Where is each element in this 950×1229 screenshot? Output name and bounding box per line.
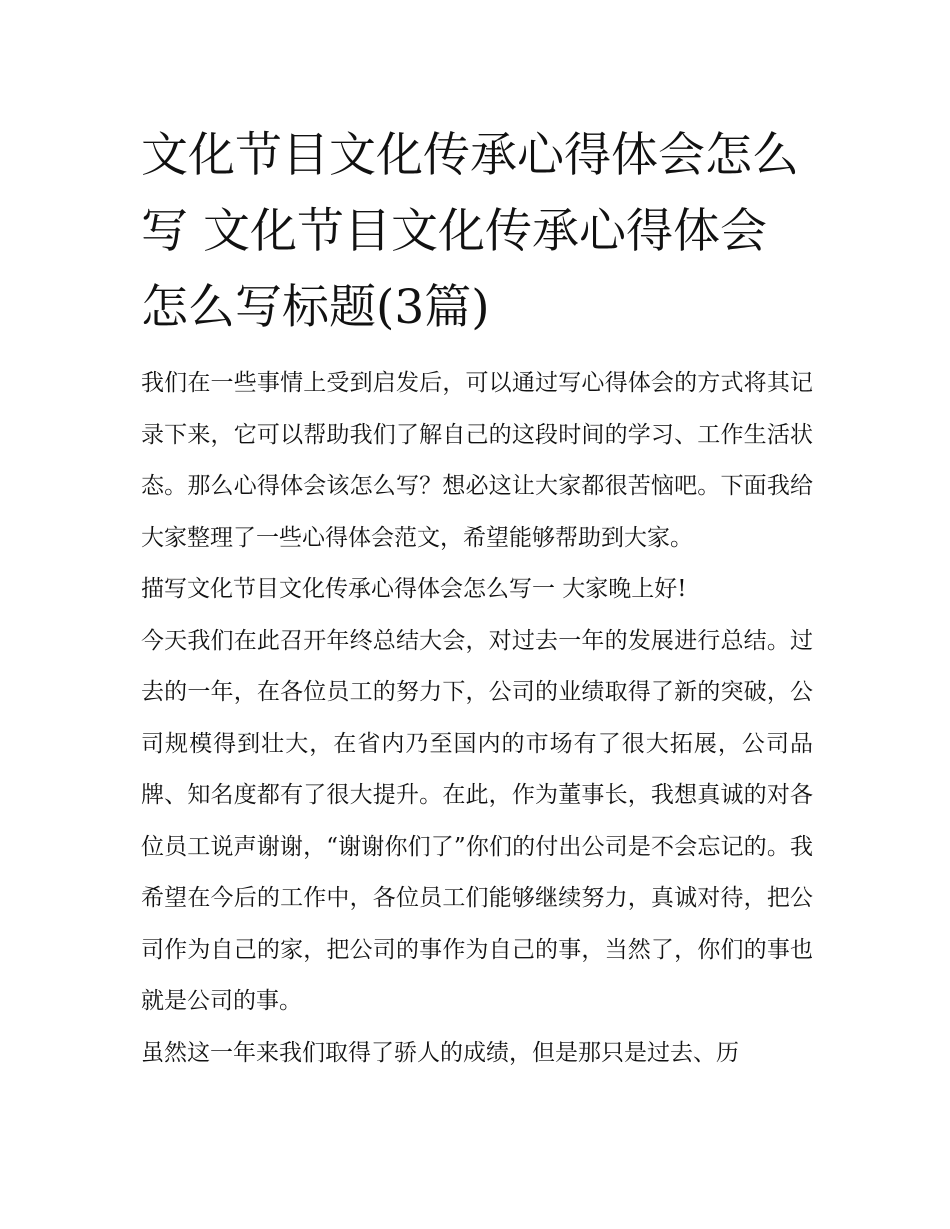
document-title: 文化节目文化传承心得体会怎么写 文化节目文化传承心得体会怎么写标题(3篇) (141, 128, 799, 335)
body-paragraph-continued: 虽然这一年来我们取得了骄人的成绩，但是那只是过去、历 (141, 1039, 739, 1066)
section-heading-paragraph: 描写文化节目文化传承心得体会怎么写一 大家晚上好! (141, 576, 687, 602)
body-paragraph: 今天我们在此召开年终总结大会，对过去一年的发展进行总结。过去的一年，在各位员工的努力下，公司的业绩取得了新的突破，公司规模得到壮大，在省内乃至国内的市场有了很大拓展，公司品牌、知名度都有了很大提升。在此，作为董事长，我想真诚的对各位员工说声谢谢，“谢谢你们了”你们的付出公司是不会忘记的。我希望在今后的工作中，各位员工们能够继续努力，真诚对待，把公司作为自己的家，把公司的事作为自己的事，当然了，你们的事也就是公司的事。 (141, 627, 813, 1014)
document-page (141, 118, 813, 1079)
intro-paragraph: 我们在一些事情上受到启发后，可以通过写心得体会的方式将其记录下来，它可以帮助我们了解自己的这段时间的学习、工作生活状态。那么心得体会该怎么写？想必这让大家都很苦恼吧。下面我给大家整理了一些心得体会范文，希望能够帮助到大家。 (141, 370, 813, 551)
